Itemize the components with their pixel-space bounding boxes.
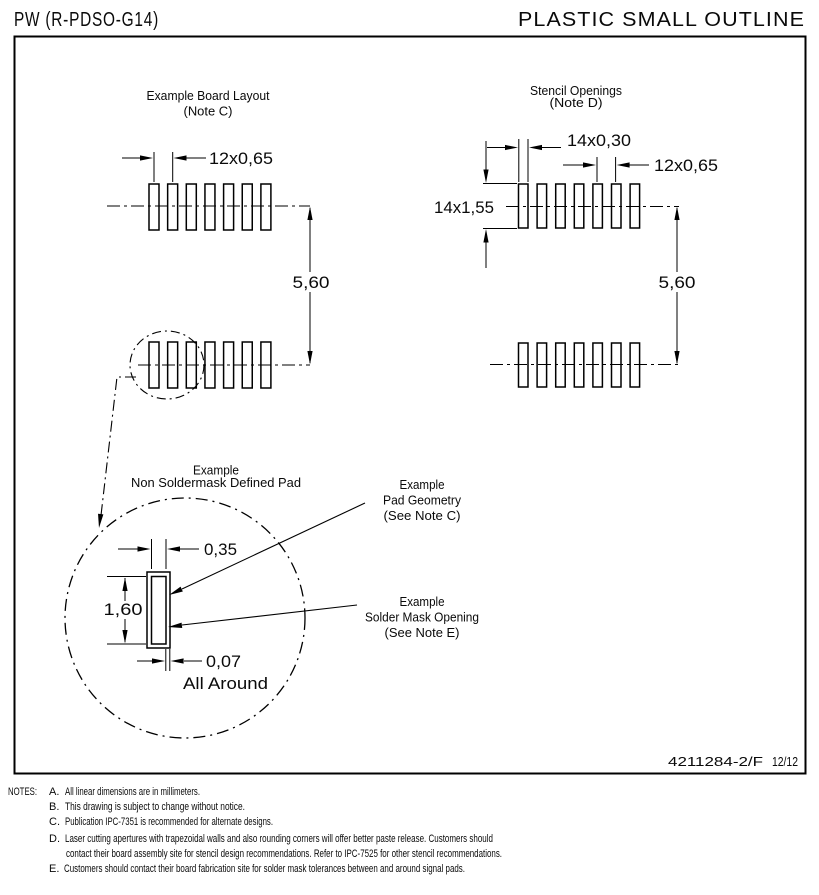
pad-width-dim-text: 0,35 (204, 540, 237, 559)
stencil-row-span-dimension (656, 207, 699, 365)
pad (261, 184, 271, 230)
mask-gap-dim-text: 0,07 (206, 652, 241, 671)
pad (224, 184, 234, 230)
stencil-pitch-dim-text: 12x0,65 (654, 156, 718, 175)
notes-label: NOTES: (8, 786, 37, 798)
board-row-span-dim-text: 5,60 (292, 273, 330, 292)
pad (186, 184, 196, 230)
stencil-row-span-dim-text: 5,60 (658, 273, 696, 292)
board-pitch-dim-text: 12x0,65 (209, 149, 273, 168)
notes-section (8, 786, 502, 875)
package-type-title: PLASTIC SMALL OUTLINE (518, 9, 805, 31)
stencil-openings-view (434, 83, 718, 387)
solder-mask-label-line1: Example (399, 594, 445, 609)
stencil-aperture-width-dimension (487, 131, 631, 182)
pad (149, 184, 159, 230)
pad (242, 184, 252, 230)
board-row-span-dimension (289, 207, 332, 365)
stencil-aperture-length-dimension (434, 141, 517, 268)
note-a-letter: A. (49, 786, 60, 798)
package-code-title: PW (R-PDSO-G14) (14, 9, 159, 31)
pad-geometry-label-line3: (See Note C) (383, 508, 461, 523)
note-d-letter: D. (49, 833, 60, 845)
board-pitch-dimension (122, 149, 273, 182)
stencil-note-ref: (Note D) (549, 95, 603, 110)
pad-length-dimension (100, 577, 146, 645)
note-d-text-line2: contact their board assembly site for stencil design recommendations. Refer to IPC-7525 for other stencil recommendations. (66, 848, 502, 860)
pad-geometry-callout (168, 477, 462, 597)
pad (205, 184, 215, 230)
page-number: 12/12 (772, 754, 798, 769)
solder-mask-label-line2: Solder Mask Opening (365, 609, 479, 625)
stencil-pitch-dimension (563, 156, 718, 182)
pad-geometry-label-line2: Pad Geometry (383, 492, 462, 508)
stencil-aperture-width-text: 14x0,30 (567, 131, 631, 150)
stencil-title: Stencil Openings (530, 83, 623, 98)
note-e-text: Customers should contact their board fabrication site for solder mask tolerances between and around signal pads. (64, 863, 465, 875)
note-b-letter: B. (49, 801, 60, 813)
note-d-text-line1: Laser cutting apertures with trapezoidal walls and also rounding corners will offer better paste release. Customers should (65, 833, 493, 845)
title-block (668, 754, 798, 769)
detail-reference-ellipse (96, 331, 204, 528)
stencil-centerlines (490, 207, 682, 365)
note-c-letter: C. (49, 816, 60, 828)
board-layout-title: Example Board Layout (146, 88, 270, 103)
detail-title-line2: Non Soldermask Defined Pad (131, 475, 301, 490)
note-e-letter: E. (49, 863, 60, 875)
solder-mask-label-line3: (See Note E) (384, 625, 460, 640)
detail-title-line1: Example (193, 462, 239, 478)
mask-gap-dimension (137, 649, 268, 693)
note-c-text: Publication IPC-7351 is recommended for alternate designs. (65, 816, 273, 828)
pad-outline (152, 577, 167, 645)
note-a-text: All linear dimensions are in millimeters. (65, 786, 200, 798)
note-b-text: This drawing is subject to change without notice. (65, 801, 245, 813)
pad (168, 184, 178, 230)
pad-length-dim-text: 1,60 (103, 600, 143, 619)
drawing-frame (15, 37, 806, 774)
board-pads-top-row (149, 184, 271, 230)
stencil-aperture-length-text: 14x1,55 (434, 198, 494, 217)
document-number: 4211284-2/F (668, 754, 764, 769)
pad-width-dimension (118, 539, 237, 569)
board-layout-note-ref: (Note C) (183, 103, 233, 119)
mask-gap-note-text: All Around (183, 674, 268, 693)
pad-detail-view (65, 463, 479, 739)
solder-mask-callout (168, 594, 479, 640)
pad-geometry-label-line1: Example (399, 477, 445, 492)
